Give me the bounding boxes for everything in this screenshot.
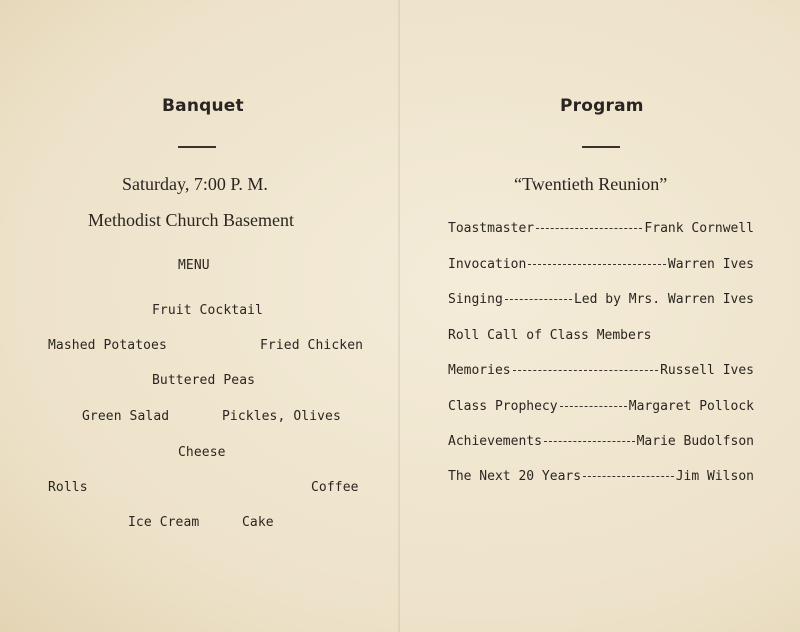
menu-item-mashed-potatoes: Mashed Potatoes: [48, 338, 167, 353]
dotted-leader: [583, 476, 674, 477]
menu-item-rolls: Rolls: [48, 480, 88, 495]
banquet-divider: [178, 146, 216, 148]
banquet-date-time: Saturday, 7:00 P. M.: [122, 174, 268, 194]
menu-item-cake: Cake: [242, 515, 274, 530]
dotted-leader: [560, 406, 627, 407]
dotted-leader: [528, 264, 666, 265]
menu-item-ice-cream: Ice Cream: [128, 515, 200, 530]
program-item-label: Memories: [448, 363, 511, 378]
program-item-person: Russell Ives: [660, 363, 754, 378]
program-item-label: The Next 20 Years: [448, 469, 582, 484]
program-item-invocation: [448, 257, 754, 272]
program-item-next-20-years: [448, 469, 754, 484]
program-item-label: Achievements: [448, 434, 542, 449]
program-item-toastmaster: [448, 221, 754, 236]
program-item-singing: [448, 292, 754, 307]
dotted-leader: [505, 299, 572, 300]
program-subtitle: “Twentieth Reunion”: [514, 174, 668, 194]
menu-item-fried-chicken: Fried Chicken: [260, 338, 364, 353]
program-item-person: Jim Wilson: [675, 469, 754, 484]
menu-item-fruit-cocktail: Fruit Cocktail: [152, 303, 263, 318]
dotted-leader: [513, 370, 658, 371]
menu-heading: MENU: [178, 258, 210, 273]
program-item-class-prophecy: [448, 399, 754, 414]
program-item-label: Invocation: [448, 257, 527, 272]
program-item-label: Class Prophecy: [448, 399, 558, 414]
menu-item-buttered-peas: Buttered Peas: [152, 373, 256, 388]
center-fold: [398, 0, 400, 632]
menu-item-pickles-olives: Pickles, Olives: [222, 409, 341, 424]
program-divider: [582, 146, 620, 148]
dotted-leader: [544, 441, 635, 442]
banquet-location: Methodist Church Basement: [88, 210, 294, 230]
program-item-person: Led by Mrs. Warren Ives: [573, 292, 754, 307]
banquet-title: Banquet: [162, 96, 244, 116]
menu-item-green-salad: Green Salad: [82, 409, 170, 424]
program-item-roll-call: [448, 328, 754, 343]
program-item-label: Singing: [448, 292, 503, 307]
program-item-person: Frank Cornwell: [644, 221, 754, 236]
program-item-label: Roll Call of Class Members: [448, 328, 652, 343]
program-title: Program: [560, 96, 644, 116]
program-item-achievements: [448, 434, 754, 449]
program-item-person: Warren Ives: [667, 257, 754, 272]
menu-item-cheese: Cheese: [178, 445, 226, 460]
program-item-memories: [448, 363, 754, 378]
menu-item-coffee: Coffee: [311, 480, 359, 495]
dotted-leader: [536, 228, 642, 229]
program-item-label: Toastmaster: [448, 221, 535, 236]
program-item-person: Margaret Pollock: [628, 399, 754, 414]
program-item-person: Marie Budolfson: [636, 434, 754, 449]
